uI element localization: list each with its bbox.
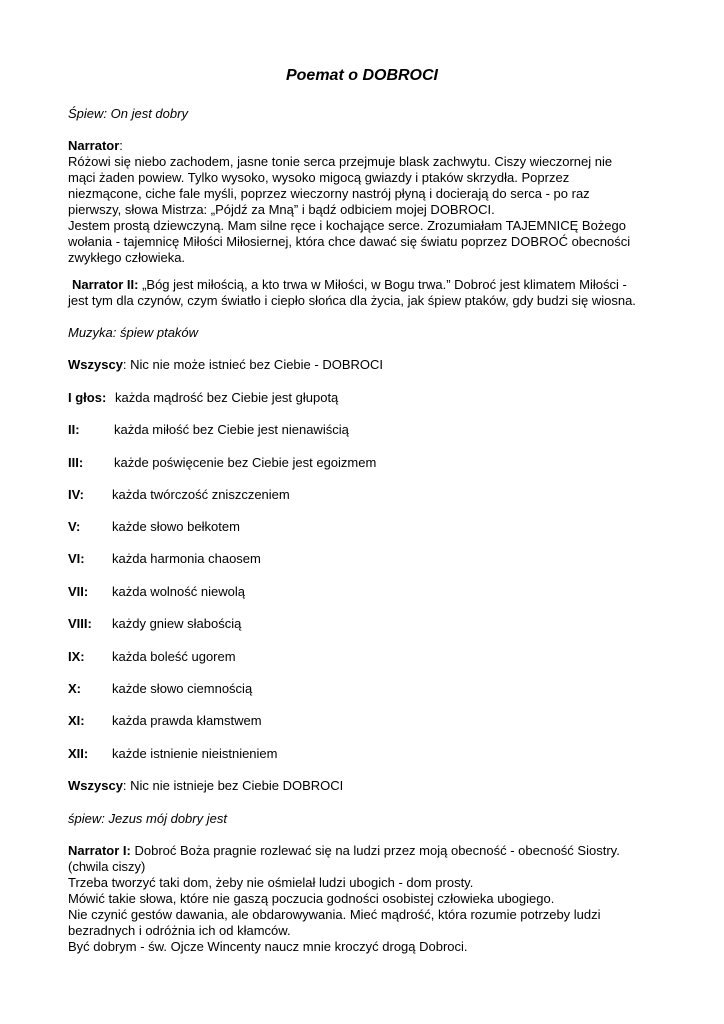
voice-text: każde poświęcenie bez Ciebie jest egoizmem [114,455,377,470]
voice-label: XI: [68,713,85,728]
narrator-3-line: (chwila ciszy) [68,859,146,874]
voice-line [68,455,376,471]
voice-label: VI: [68,551,85,566]
voice-text: każda miłość bez Ciebie jest nienawiścią [114,422,349,437]
narrator-1-label: Narrator [68,138,120,153]
voice-label: IV: [68,487,84,502]
voice-line [68,681,252,697]
narrator-1-line: wołania - tajemnicę Miłości Miłosiernej, która chce dawać się światu poprzez DOBROĆ obecności [68,234,631,249]
voice-text: każda boleść ugorem [112,649,236,664]
voice-label: II: [68,422,80,437]
voice-line [68,519,240,535]
voice-label: VII: [68,584,89,599]
narrator-3-line: Być dobrym - św. Ojcze Wincenty naucz mnie kroczyć drogą Dobroci. [68,939,468,954]
voice-text: każda wolność niewolą [112,584,245,599]
song-cue-2: śpiew: Jezus mój dobry jest [68,811,227,826]
all-voices-label: Wszyscy [68,357,123,372]
voice-label: III: [68,455,84,470]
narrator-1-line: niezmącone, ciche fale myśli, poprzez wieczorny nastrój płyną i docierają do serca - po raz [68,186,590,201]
narrator-1-line: zwykłego człowieka. [68,250,186,265]
all-voices-line-2: Wszyscy: Nic nie istnieje bez Ciebie DOBROCI [68,778,344,793]
voice-label: XII: [68,746,89,761]
voice-text: każda twórczość zniszczeniem [112,487,290,502]
narrator-1-line: Jestem prostą dziewczyną. Mam silne ręce i kochające serce. Zrozumiałam TAJEMNICĘ Bożego [68,218,626,233]
narrator-3-text: Dobroć Boża pragnie rozlewać się na ludzi przez moją obecność - obecność Siostry. [130,843,620,858]
voice-line [68,616,241,632]
voice-line [68,551,261,567]
voice-label: V: [68,519,81,534]
narrator-3-block [68,843,668,955]
voice-text: każda harmonia chaosem [112,551,261,566]
voice-line [68,390,338,406]
narrator-3-line: Mówić takie słowa, które nie gaszą poczucia godności osobistej człowieka ubogiego. [68,891,555,906]
narrator-2-line: jest tym dla czynów, czym światło i ciepło słońca dla życia, jak śpiew ptaków, gdy budzi się wiosna. [68,293,636,308]
narrator-3-line: Nie czynić gestów dawania, ale obdarowywania. Mieć mądrość, która rozumie potrzeby ludzi [68,907,601,922]
narrator-1-line: Różowi się niebo zachodem, jasne tonie serca przejmuje blask zachwytu. Ciszy wieczornej nie [68,154,613,169]
voice-label: I głos: [68,390,107,405]
voice-line [68,584,245,600]
voice-text: każde słowo ciemnością [112,681,253,696]
narrator-3-line: Trzeba tworzyć taki dom, żeby nie ośmielał ludzi ubogich - dom prosty. [68,875,474,890]
page-title: Poemat o DOBROCI [285,67,438,84]
narrator-2-text: „Bóg jest miłością, a kto trwa w Miłości, w Bogu trwa.” Dobroć jest klimatem Miłości - [138,277,627,292]
narrator-3-label: Narrator I: [68,843,131,858]
voice-text: każdy gniew słabością [112,616,242,631]
all-voices-line-1: Wszyscy: Nic nie może istnieć bez Ciebie - DOBROCI [68,357,384,372]
voice-text: każde słowo bełkotem [112,519,240,534]
voice-line [68,649,236,665]
voice-label: IX: [68,649,85,664]
voice-label: X: [68,681,81,696]
voice-text: każda prawda kłamstwem [112,713,262,728]
voice-line [68,746,277,762]
voice-line [68,487,290,503]
narrator-2-block [72,277,672,293]
narrator-1-line: mąci żaden powiew. Tylko wysoko, wysoko migocą gwiazdy i ptaków skrzydła. Poprzez [68,170,570,185]
voice-text: każde istnienie nieistnieniem [112,746,278,761]
voice-line [68,422,349,438]
music-cue: Muzyka: śpiew ptaków [68,325,199,340]
narrator-1-line: pierwszy, słowa Mistrza: „Pójdź za Mną” i bądź odbiciem mojej DOBROCI. [68,202,495,217]
narrator-3-line: bezradnych i odróżnia ich od kłamców. [68,923,291,938]
voice-label: VIII: [68,616,92,631]
narrator-2-label: Narrator II: [72,277,139,292]
song-cue-1: Śpiew: On jest dobry [68,106,188,121]
narrator-1-heading: Narrator: [68,138,123,153]
narrator-1-block [68,138,668,266]
voice-line [68,713,262,729]
all-voices-label: Wszyscy [68,778,123,793]
voice-text: każda mądrość bez Ciebie jest głupotą [115,390,339,405]
